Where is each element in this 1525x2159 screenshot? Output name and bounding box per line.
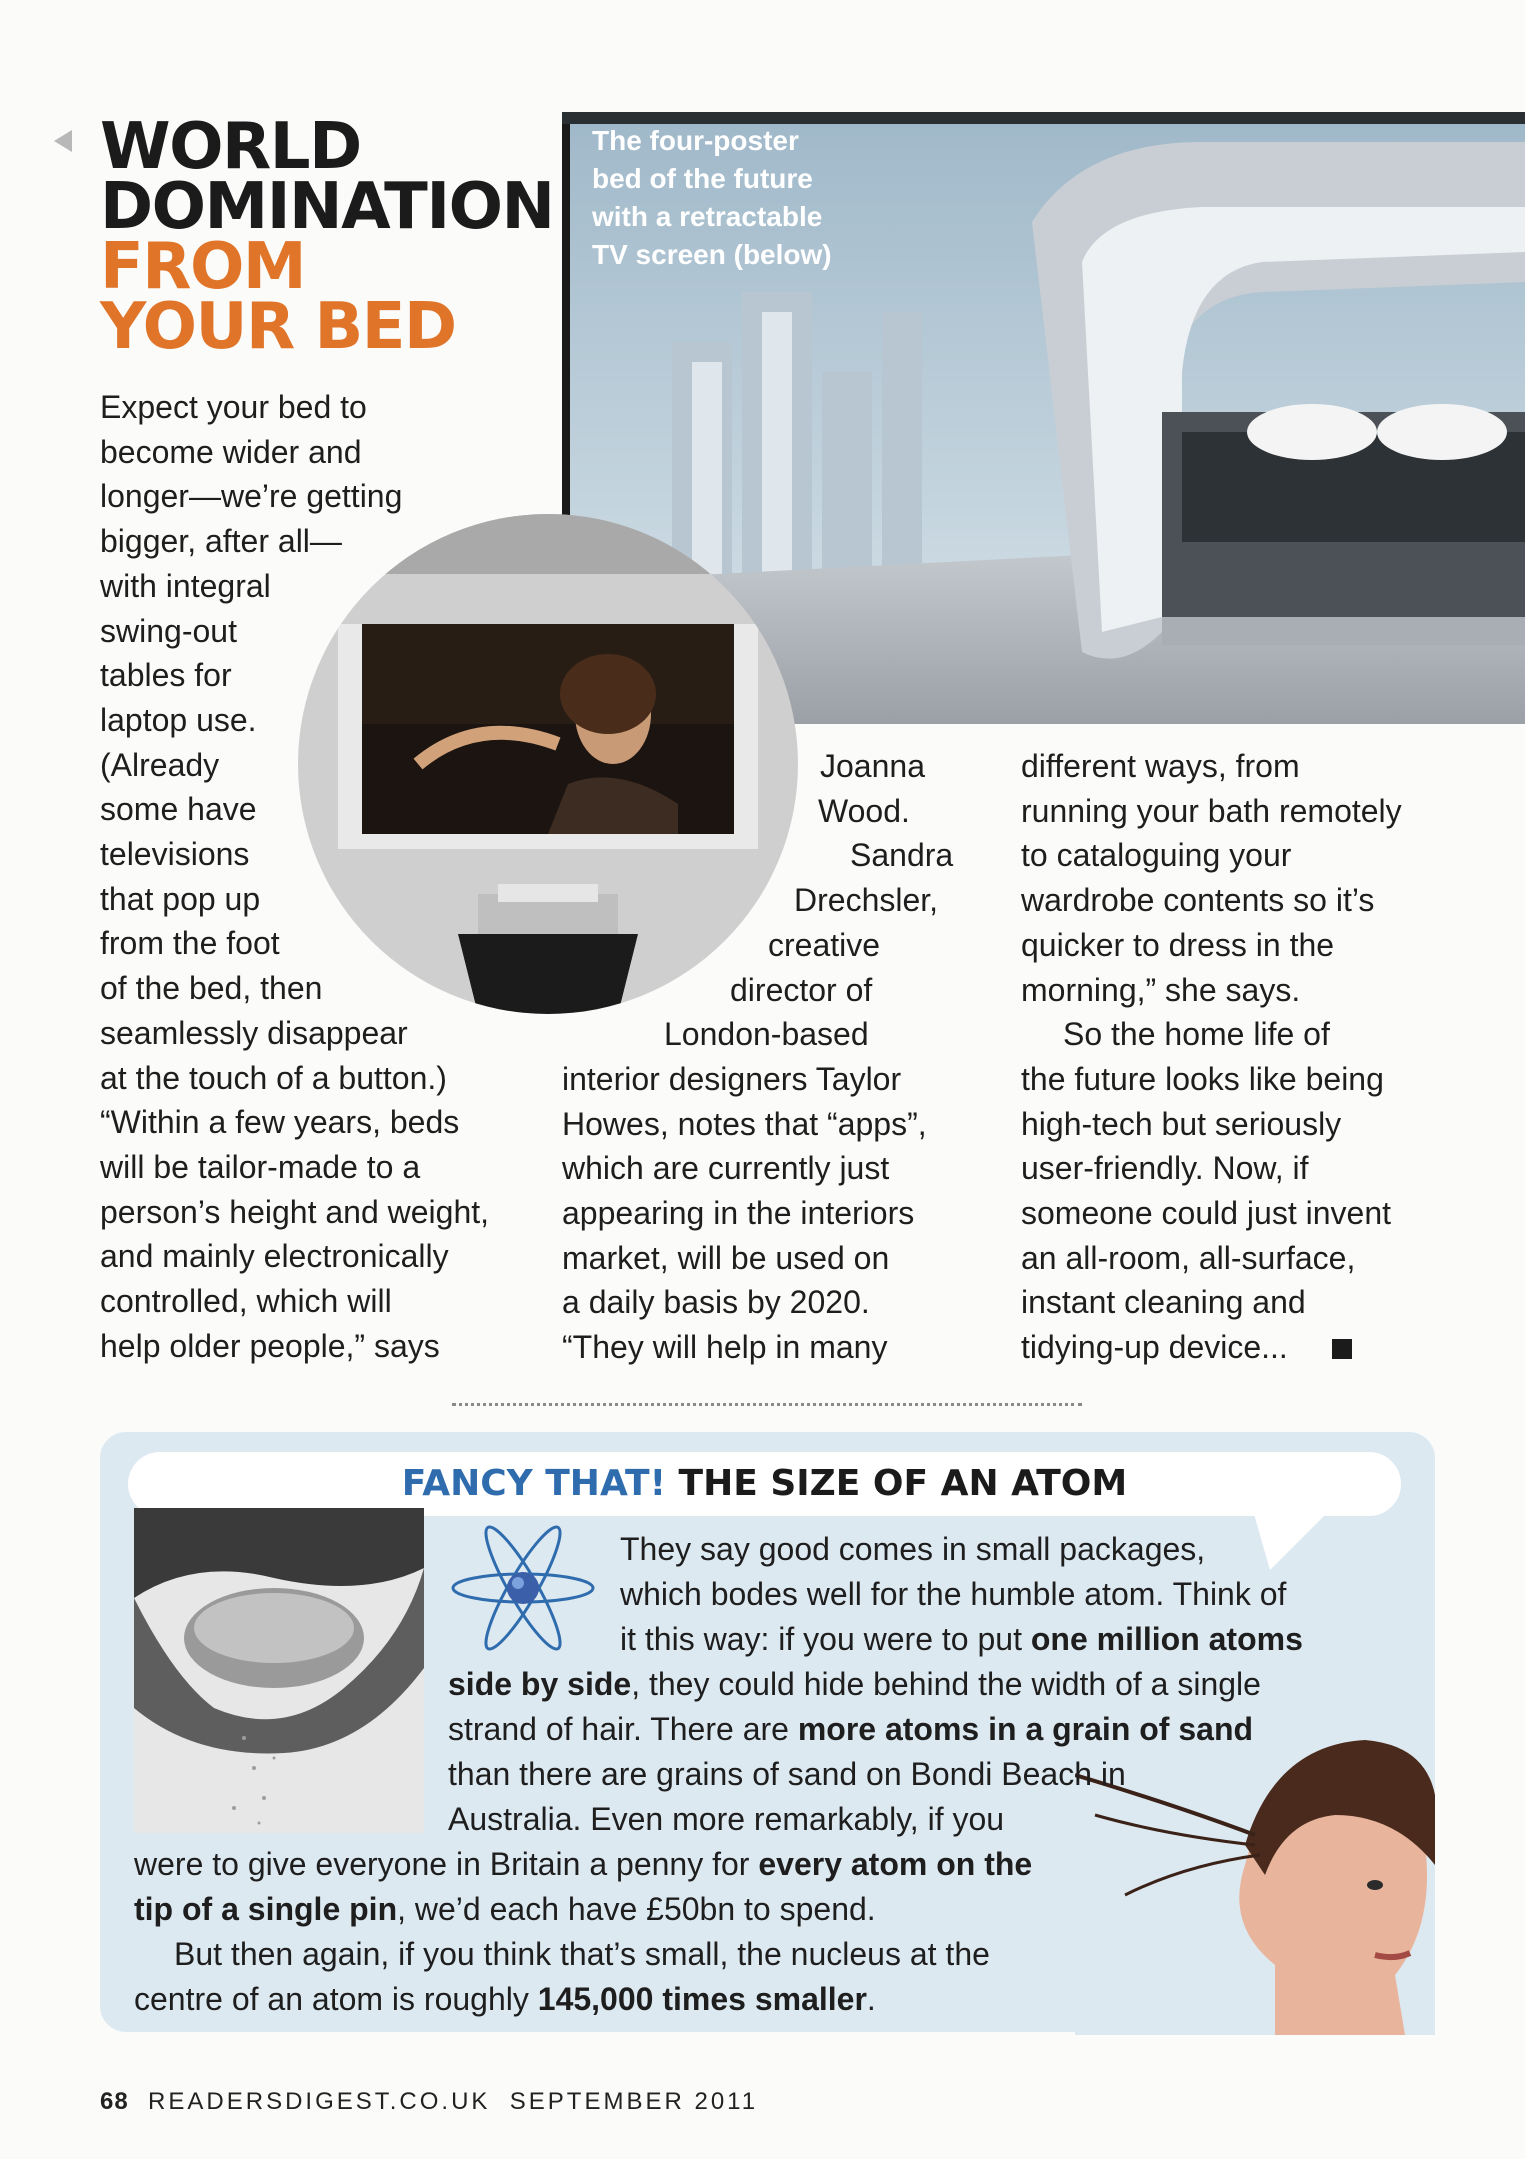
fancy-that-label: FANCY THAT! — [401, 1463, 666, 1504]
column1-line: person’s height and weight, — [100, 1193, 490, 1230]
column1-line: televisions — [100, 836, 250, 873]
fancy-line-10: But then again, if you think that’s small, the nucleus at the — [174, 1936, 990, 1972]
fancy-line-9 — [134, 1887, 876, 1932]
fancy-bold-2: side by side — [448, 1666, 632, 1702]
fancy-line-5 — [448, 1707, 1253, 1752]
column3-line: tidying-up device... — [1021, 1329, 1288, 1366]
column3-line: So the home life of — [1063, 1016, 1330, 1053]
column1-line: some have — [100, 791, 257, 828]
hands-with-sand-photo — [134, 1508, 424, 1833]
article-column-3 — [1021, 744, 1441, 1370]
fancy-line-11 — [134, 1977, 876, 2022]
fancy-that-heading: THE SIZE OF AN ATOM — [678, 1463, 1128, 1504]
fancy-line-6: than there are grains of sand on Bondi Beach in — [448, 1756, 1126, 1792]
back-arrow-icon — [54, 130, 72, 152]
column2-line: Wood. — [818, 792, 910, 829]
fancy-line-9-text: , we’d each have £50bn to spend. — [397, 1891, 876, 1927]
column2-line: creative — [768, 926, 881, 963]
column1-line: of the bed, then — [100, 970, 323, 1007]
column1-line: controlled, which will — [100, 1283, 392, 1320]
column2-line: London-based — [664, 1016, 869, 1053]
photo-caption — [592, 122, 892, 274]
fancy-line-11-end: . — [866, 1981, 876, 2017]
column1-line: help older people,” says — [100, 1327, 440, 1364]
article-column-2 — [562, 744, 962, 1370]
caption-line-4: TV screen (below) — [592, 239, 832, 270]
column3-line: high-tech but seriously — [1021, 1105, 1342, 1142]
column2-line: Drechsler, — [794, 882, 939, 919]
column2-line: which are currently just — [562, 1150, 890, 1187]
column3-line: wardrobe contents so it’s — [1021, 882, 1375, 919]
column1-line: laptop use. — [100, 701, 257, 738]
article-column-1 — [100, 385, 489, 1368]
fancy-line-2: which bodes well for the humble atom. Think of — [620, 1576, 1287, 1612]
headline-line-2: DOMINATION — [100, 170, 554, 244]
column3-line: an all-room, all-surface, — [1021, 1239, 1356, 1276]
column1-line: from the foot — [100, 925, 280, 962]
column3-line: quicker to dress in the — [1021, 926, 1335, 963]
column1-line: that pop up — [100, 880, 261, 917]
column3-line: instant cleaning and — [1021, 1284, 1306, 1321]
caption-line-2: bed of the future — [592, 163, 813, 194]
caption-line-1: The four-poster — [592, 125, 799, 156]
fancy-line-7: Australia. Even more remarkably, if you — [448, 1801, 1005, 1837]
column2-line: a daily basis by 2020. — [562, 1284, 870, 1321]
column3-line: the future looks like being — [1021, 1060, 1384, 1097]
column1-line: bigger, after all— — [100, 523, 342, 560]
fancy-line-8-text: were to give everyone in Britain a penny for — [134, 1846, 759, 1882]
column1-line: longer—we’re getting — [100, 478, 403, 515]
column2-line: interior designers Taylor — [562, 1060, 902, 1097]
column3-line: different ways, from — [1021, 748, 1300, 784]
column1-line: with integral — [100, 567, 271, 604]
fancy-line-3-text: it this way: if you were to put — [620, 1621, 1031, 1657]
fancy-that-title — [128, 1452, 1401, 1516]
column2-line: Joanna — [820, 748, 925, 784]
column1-line: at the touch of a button.) — [100, 1059, 447, 1096]
column2-line: market, will be used on — [562, 1239, 890, 1276]
column1-line: and mainly electronically — [100, 1238, 449, 1275]
column1-line: “Within a few years, beds — [100, 1104, 460, 1141]
fancy-line-1: They say good comes in small packages, — [620, 1531, 1206, 1567]
column1-line: (Already — [100, 746, 220, 783]
column1-line: tables for — [100, 657, 232, 694]
caption-line-3: with a retractable — [592, 201, 823, 232]
page-number: 68 — [100, 2088, 129, 2115]
footer-site: READERSDIGEST.CO.UK — [148, 2088, 491, 2115]
page-footer — [100, 2088, 758, 2116]
fancy-line-8 — [134, 1842, 1032, 1887]
column3-line: morning,” she says. — [1021, 971, 1301, 1008]
footer-issue: SEPTEMBER 2011 — [509, 2088, 759, 2115]
fancy-bold-1: one million atoms — [1030, 1621, 1303, 1657]
fancy-line-3 — [620, 1617, 1303, 1662]
fancy-line-4 — [448, 1662, 1261, 1707]
column3-line: running your bath remotely — [1021, 792, 1402, 829]
headline-line-3: FROM — [100, 230, 306, 304]
column2-line: appearing in the interiors — [562, 1195, 915, 1232]
fancy-line-11-text: centre of an atom is roughly — [134, 1981, 538, 2017]
column2-line: Howes, notes that “apps”, — [562, 1105, 927, 1142]
column1-line: will be tailor-made to a — [100, 1148, 421, 1185]
column3-line: user-friendly. Now, if — [1021, 1150, 1309, 1187]
fancy-bold-3: more atoms in a grain of sand — [797, 1711, 1254, 1747]
column3-line: someone could just invent — [1021, 1195, 1391, 1232]
column1-line: swing-out — [100, 612, 237, 649]
fancy-bold-6: 145,000 times smaller — [537, 1981, 867, 2017]
column1-line: become wider and — [100, 433, 362, 470]
woman-windswept-hair-photo — [1075, 1725, 1435, 2035]
column2-line: director of — [730, 971, 873, 1008]
fancy-bold-5: tip of a single pin — [134, 1891, 398, 1927]
column1-line: seamlessly disappear — [100, 1014, 408, 1051]
column2-line: “They will help in many — [562, 1329, 888, 1366]
fancy-line-5-text: strand of hair. There are — [448, 1711, 798, 1747]
fancy-bold-4: every atom on the — [758, 1846, 1033, 1882]
end-of-article-mark — [1332, 1339, 1352, 1359]
column2-line: Sandra — [850, 837, 954, 874]
atom-icon — [448, 1522, 598, 1654]
fancy-line-4-text: , they could hide behind the width of a single — [631, 1666, 1261, 1702]
headline-line-1: WORLD — [100, 110, 361, 184]
column1-line: Expect your bed to — [100, 389, 367, 425]
dotted-separator — [452, 1403, 1082, 1406]
headline-line-4: YOUR BED — [100, 290, 456, 364]
column3-line: to cataloguing your — [1021, 837, 1292, 874]
